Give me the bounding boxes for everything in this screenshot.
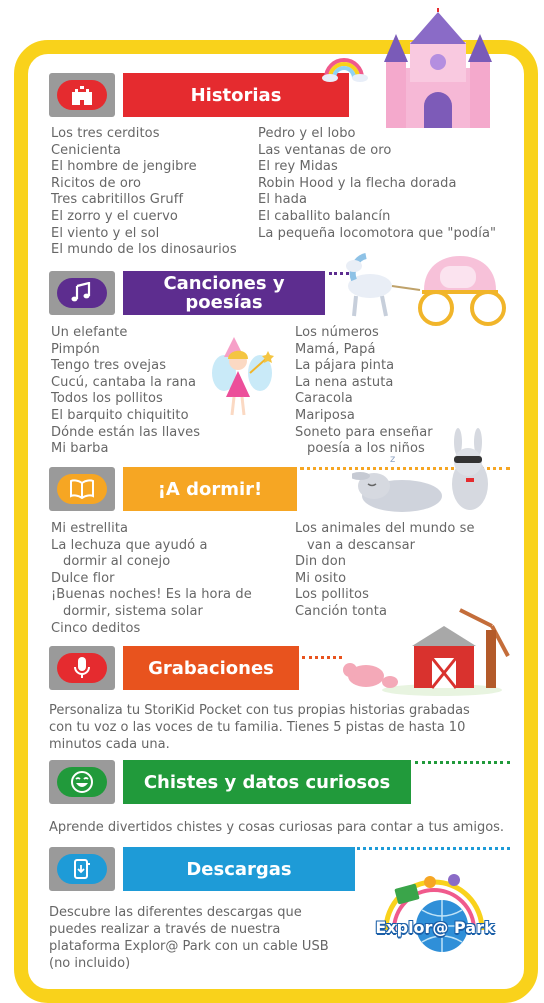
section-title: Chistes y datos curiosos [123, 760, 411, 804]
list-item: van a descansar [307, 537, 416, 553]
list-item: Mariposa [295, 407, 355, 423]
list-item: Mi osito [295, 570, 347, 586]
list-item: ¡Buenas noches! Es la hora de [51, 587, 252, 603]
list-item: El hada [258, 192, 308, 208]
section-title-line2: poesías [185, 292, 263, 313]
list-item: Dónde están las llaves [51, 424, 201, 440]
list-item: Mamá, Papá [295, 341, 376, 357]
list-item: Los números [295, 325, 379, 340]
section-title: Descargas [123, 847, 355, 891]
dotted-divider [357, 847, 510, 850]
list-item: El mundo de los dinosaurios [51, 242, 237, 258]
chistes-description: Aprende divertidos chistes y cosas curiosas para contar a tus amigos. [49, 820, 505, 835]
icon-box [49, 847, 115, 891]
list-item: Los animales del mundo se [295, 521, 475, 536]
list-item: Tres cabritillos Gruff [51, 192, 184, 208]
dormir-list-left [51, 521, 252, 637]
download-device-icon [57, 854, 107, 884]
smiley-icon [57, 767, 107, 797]
list-item: Dulce flor [51, 570, 115, 586]
icon-box [49, 271, 115, 315]
list-item: Las ventanas de oro [258, 142, 392, 158]
list-item: Pimpón [51, 341, 100, 357]
section-title [123, 271, 325, 315]
list-item: poesía a los niños [307, 441, 425, 457]
section-title: ¡A dormir! [123, 467, 297, 511]
list-item: Un elefante [51, 325, 128, 340]
rainbow-illustration [322, 52, 372, 82]
list-item: dormir al conejo [63, 554, 171, 570]
list-item: El caballito balancín [258, 208, 391, 224]
list-item: La lechuza que ayudó a [51, 537, 208, 553]
carriage-illustration [342, 250, 512, 330]
list-item: Robin Hood y la flecha dorada [258, 175, 457, 191]
book-icon [57, 474, 107, 504]
fairy-illustration [210, 333, 274, 423]
list-item: Din don [295, 554, 347, 570]
svg-text:z: z [390, 454, 396, 465]
section-chistes-header [49, 760, 509, 806]
list-item: Pedro y el lobo [258, 126, 356, 141]
section-title: Grabaciones [123, 646, 299, 690]
historias-list-left [51, 126, 237, 259]
list-item: La pequeña locomotora que "podía" [258, 225, 497, 241]
farm-illustration [342, 606, 510, 696]
list-item: Los pollitos [295, 587, 369, 603]
list-item: Tengo tres ovejas [51, 358, 167, 374]
list-item: Todos los pollitos [51, 391, 163, 407]
list-item: El viento y el sol [51, 225, 160, 241]
list-item: El zorro y el cuervo [51, 208, 178, 224]
descargas-description: Descubre las diferentes descargas que puedes realizar a través de nuestra plataforma Explor@ Park con un cable USB (no incluido) [49, 905, 329, 971]
canciones-list-left [51, 325, 200, 458]
explor-park-logo [372, 868, 498, 958]
bunnies-illustration [352, 428, 502, 518]
list-item: El rey Midas [258, 159, 338, 175]
icon-box [49, 467, 115, 511]
icon-box [49, 760, 115, 804]
list-item: Cucú, cantaba la rana [51, 374, 197, 390]
list-item: Soneto para enseñar [295, 424, 433, 440]
dotted-divider [415, 761, 510, 764]
list-item: Cenicienta [51, 142, 121, 158]
music-icon [57, 278, 107, 308]
castle-icon [57, 80, 107, 110]
list-item: La pájara pinta [295, 358, 395, 374]
list-item: dormir, sistema solar [63, 603, 203, 619]
list-item: Los tres cerditos [51, 126, 160, 141]
icon-box [49, 646, 115, 690]
icon-box [49, 73, 115, 117]
historias-list-right [258, 126, 496, 242]
list-item: Mi barba [51, 441, 109, 457]
list-item: Ricitos de oro [51, 175, 142, 191]
castle-illustration [380, 8, 496, 132]
list-item: Canción tonta [295, 603, 388, 619]
section-title: Historias [123, 73, 349, 117]
list-item: La nena astuta [295, 374, 394, 390]
dotted-divider [302, 656, 342, 659]
grabaciones-description: Personaliza tu StoriKid Pocket con tus propias historias grabadas con tu voz o las voces de tu familia. Tienes 5 pistas de hasta 10 minutos cada una. [49, 703, 470, 752]
section-title-line1: Canciones y [163, 273, 285, 294]
list-item: Cinco deditos [51, 620, 141, 636]
logo-text: Explor@ Park [375, 918, 495, 937]
list-item: Mi estrellita [51, 521, 129, 536]
list-item: El hombre de jengibre [51, 159, 197, 175]
microphone-icon [57, 653, 107, 683]
list-item: Caracola [295, 391, 353, 407]
list-item: El barquito chiquitito [51, 407, 189, 423]
